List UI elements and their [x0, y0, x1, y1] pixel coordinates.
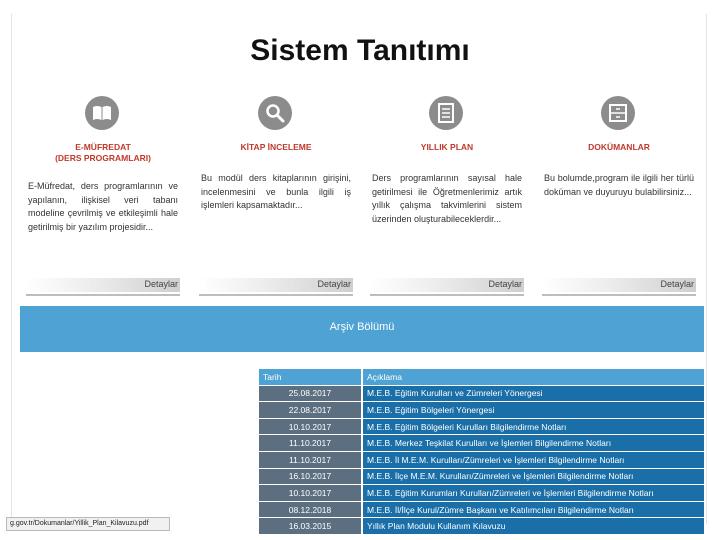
cabinet-icon[interactable] — [601, 96, 635, 130]
table-row[interactable] — [259, 452, 704, 469]
table-row[interactable] — [259, 469, 704, 486]
card-title[interactable]: E-MÜFREDAT (DERS PROGRAMLARI) — [55, 142, 151, 163]
row-date: 10.10.2017 — [259, 485, 363, 502]
table-row[interactable] — [259, 386, 704, 403]
table-row[interactable] — [259, 518, 704, 535]
details-label: Detaylar — [317, 279, 351, 289]
details-label: Detaylar — [660, 279, 694, 289]
card-description: Bu modül ders kitaplarının girişini, incelenmesini ve bunla ilgili iş işlemleri kapsamaktadır... — [201, 173, 351, 210]
card-title[interactable]: DOKÜMANLAR — [588, 142, 650, 152]
table-row[interactable] — [259, 502, 704, 519]
divider — [542, 294, 696, 296]
row-date: 25.08.2017 — [259, 386, 363, 403]
row-date: 11.10.2017 — [259, 435, 363, 452]
row-document-link[interactable]: M.E.B. Eğitim Kurumları Kurulları/Zümreleri ve İşlemleri Bilgilendirme Notları — [363, 485, 704, 502]
card-title[interactable]: KİTAP İNCELEME — [240, 142, 312, 152]
row-date: 16.10.2017 — [259, 469, 363, 486]
column-header-description[interactable]: Açıklama — [363, 369, 704, 386]
row-document-link[interactable]: M.E.B. Merkez Teşkilat Kurulları ve İşlemleri Bilgilendirme Notları — [363, 435, 704, 452]
link-url-status: g.gov.tr/Dokumanlar/Yillik_Plan_Kilavuzu.pdf — [6, 517, 170, 531]
details-button[interactable] — [26, 278, 180, 292]
table-row[interactable] — [259, 435, 704, 452]
row-document-link[interactable]: M.E.B. İl/İlçe Kurul/Zümre Başkanı ve Katılımcıları Bilgilendirme Notları — [363, 502, 704, 519]
row-date: 08.12.2018 — [259, 502, 363, 519]
card-description: Bu bolumde,program ile ilgili her türlü doküman ve duyuruyu bulabilirsiniz... — [544, 173, 694, 197]
row-date: 22.08.2017 — [259, 402, 363, 419]
divider — [370, 294, 524, 296]
card-description: Ders programlarının sayısal hale getirilmesi ile Öğretmenlerimiz artık yıllık çalışma takvimlerini sistem üzerinden oluşturabileceklerdir... — [372, 173, 522, 224]
row-document-link[interactable]: M.E.B. Eğitim Bölgeleri Kurulları Bilgilendirme Notları — [363, 419, 704, 436]
row-date: 10.10.2017 — [259, 419, 363, 436]
frame-right-border — [706, 14, 707, 524]
table-row[interactable] — [259, 419, 704, 436]
row-date: 11.10.2017 — [259, 452, 363, 469]
row-date: 16.03.2015 — [259, 518, 363, 535]
archive-table — [259, 369, 704, 535]
card-title[interactable]: YILLIK PLAN — [420, 142, 474, 152]
card-dokumanlar — [542, 92, 696, 300]
search-icon[interactable] — [258, 96, 292, 130]
details-button[interactable] — [199, 278, 353, 292]
divider — [26, 294, 180, 296]
row-document-link[interactable]: M.E.B. Eğitim Bölgeleri Yönergesi — [363, 402, 704, 419]
details-button[interactable] — [370, 278, 524, 292]
details-label: Detaylar — [144, 279, 178, 289]
card-e-mufredat — [26, 92, 180, 300]
card-description: E-Müfredat, ders programlarının ve yapılanın, ilişkisel veri tabanı modeline çevrilmiş ve etkileşimli hale getirilmiş bir yazılım projesidir... — [28, 181, 178, 232]
slide-title: Sistem Tanıtımı — [250, 34, 470, 67]
card-kitap-inceleme — [199, 92, 353, 300]
row-document-link[interactable]: Yıllık Plan Modulu Kullanım Kılavuzu — [363, 518, 704, 535]
details-label: Detaylar — [488, 279, 522, 289]
table-row[interactable] — [259, 402, 704, 419]
row-document-link[interactable]: M.E.B. İl M.E.M. Kurulları/Zümreleri ve İşlemleri Bilgilendirme Notları — [363, 452, 704, 469]
book-icon[interactable] — [85, 96, 119, 130]
table-row[interactable] — [259, 485, 704, 502]
document-icon[interactable] — [429, 96, 463, 130]
archive-title: Arşiv Bölümü — [329, 321, 395, 333]
table-header-row — [259, 369, 704, 386]
details-button[interactable] — [542, 278, 696, 292]
archive-section-header — [20, 306, 704, 352]
frame-left-border — [11, 14, 12, 524]
row-document-link[interactable]: M.E.B. Eğitim Kurulları ve Zümreleri Yönergesi — [363, 386, 704, 403]
card-yillik-plan — [370, 92, 524, 300]
column-header-date[interactable]: Tarih — [259, 369, 363, 386]
divider — [199, 294, 353, 296]
row-document-link[interactable]: M.E.B. İlçe M.E.M. Kurulları/Zümreleri ve İşlemleri Bilgilendirme Notları — [363, 469, 704, 486]
